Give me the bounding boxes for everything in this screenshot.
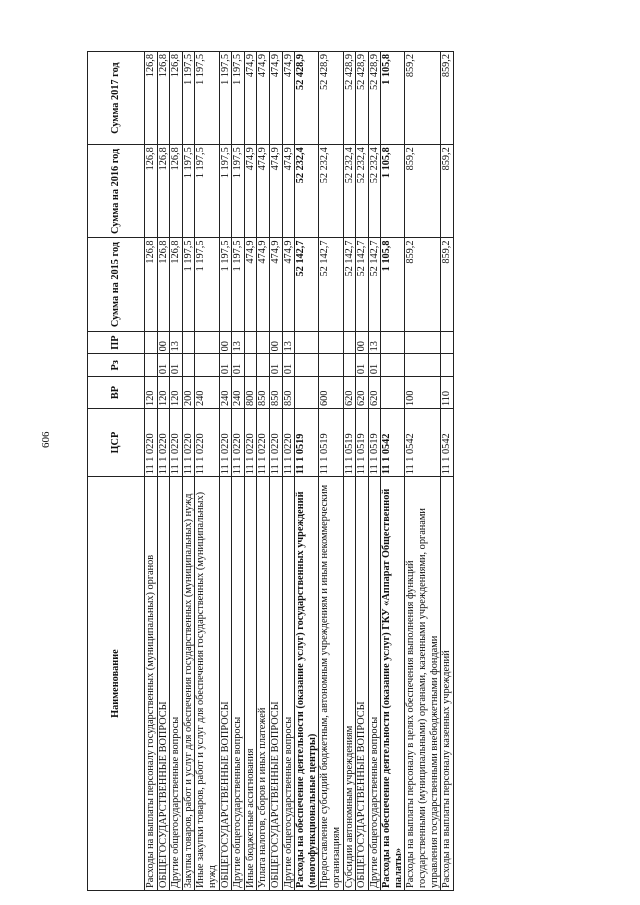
table-row [145,52,158,891]
row-vr: 100 [405,377,441,409]
row-vr: 120 [145,377,158,409]
row-rz: 01 [269,354,282,377]
row-pr [295,331,319,354]
row-sum-2016: 1 197,5 [182,145,195,238]
row-name: Предоставление субсидий бюджетным, автономным учреждениям и иным некоммерческим организациям [319,477,343,891]
row-vr: 120 [170,377,183,409]
row-name: Иные закупки товаров, работ и услуг для обеспечения государственных (муниципальных) нужд [195,477,219,891]
table-row [257,52,270,891]
row-sum-2015: 126,8 [157,238,170,331]
row-csr: 11 1 0220 [182,408,195,476]
row-vr: 850 [282,377,295,409]
row-name: Расходы на выплаты персоналу государственных (муниципальных) органов [145,477,158,891]
table-row [405,52,441,891]
row-name: Другие общегосударственные вопросы [232,477,245,891]
row-rz [381,354,405,377]
row-name: Уплата налогов, сборов и иных платежей [257,477,270,891]
row-sum-2016: 1 105,8 [381,145,405,238]
row-vr: 850 [257,377,270,409]
row-sum-2017: 474,9 [282,52,295,145]
budget-table-container [87,51,557,891]
row-sum-2016: 126,8 [145,145,158,238]
header-pr: ПР [88,331,145,354]
row-pr [244,331,257,354]
row-sum-2017: 52 428,9 [368,52,381,145]
row-pr [257,331,270,354]
row-sum-2015: 1 197,5 [182,238,195,331]
row-vr: 850 [269,377,282,409]
row-sum-2016: 126,8 [157,145,170,238]
row-sum-2017: 1 197,5 [182,52,195,145]
row-sum-2015: 474,9 [269,238,282,331]
row-name: Закупка товаров, работ и услуг для обеспечения государственных (муниципальных) нужд [182,477,195,891]
row-rz [182,354,195,377]
header-sum-2015: Сумма на 2015 год [88,238,145,331]
table-row [244,52,257,891]
row-sum-2015: 52 142,7 [343,238,356,331]
row-sum-2017: 474,9 [244,52,257,145]
row-name: Расходы на выплаты персоналу в целях обеспечения выполнения функций государственными (муниципальными) органами, казенными учреждениями, органами управления государственными внебюджетными фондами [405,477,441,891]
row-sum-2016: 1 197,5 [232,145,245,238]
row-rz [343,354,356,377]
row-name: Субсидии автономным учреждениям [343,477,356,891]
row-rz [195,354,219,377]
row-rz: 01 [157,354,170,377]
row-vr: 600 [319,377,343,409]
table-row [182,52,195,891]
row-csr: 11 1 0220 [282,408,295,476]
row-sum-2016: 1 197,5 [195,145,219,238]
row-sum-2015: 1 105,8 [381,238,405,331]
row-rz: 01 [170,354,183,377]
row-rz: 01 [356,354,369,377]
row-sum-2015: 474,9 [257,238,270,331]
row-sum-2015: 859,2 [441,238,454,331]
row-rz: 01 [368,354,381,377]
row-sum-2017: 52 428,9 [295,52,319,145]
table-body [145,52,454,891]
table-row [441,52,454,891]
row-sum-2015: 126,8 [170,238,183,331]
row-sum-2017: 1 197,5 [219,52,232,145]
page-number: 606 [40,431,52,448]
row-vr: 120 [157,377,170,409]
row-name: Расходы на обеспечение деятельности (оказание услуг) ГКУ «Аппарат Общественной палаты» [381,477,405,891]
row-pr [182,331,195,354]
row-sum-2016: 474,9 [269,145,282,238]
table-row [157,52,170,891]
row-sum-2015: 52 142,7 [368,238,381,331]
row-vr: 240 [195,377,219,409]
row-sum-2017: 474,9 [257,52,270,145]
row-sum-2017: 1 105,8 [381,52,405,145]
row-rz: 01 [282,354,295,377]
row-sum-2017: 52 428,9 [319,52,343,145]
row-vr: 200 [182,377,195,409]
row-name: Другие общегосударственные вопросы [368,477,381,891]
row-sum-2015: 474,9 [244,238,257,331]
row-name: Другие общегосударственные вопросы [282,477,295,891]
row-sum-2016: 859,2 [405,145,441,238]
row-csr: 11 1 0519 [319,408,343,476]
header-sum-2017: Сумма 2017 год [88,52,145,145]
row-name: Расходы на обеспечение деятельности (оказание услуг) государственных учреждений (многофункциональные центры) [295,477,319,891]
row-sum-2016: 474,9 [282,145,295,238]
row-csr: 11 1 0542 [381,408,405,476]
row-pr: 13 [232,331,245,354]
row-sum-2016: 474,9 [257,145,270,238]
row-csr: 11 1 0220 [219,408,232,476]
table-row [219,52,232,891]
row-sum-2017: 1 197,5 [232,52,245,145]
row-vr [295,377,319,409]
row-sum-2016: 859,2 [441,145,454,238]
row-pr: 00 [269,331,282,354]
row-vr: 800 [244,377,257,409]
row-name: ОБЩЕГОСУДАРСТВЕННЫЕ ВОПРОСЫ [157,477,170,891]
row-csr: 11 1 0220 [244,408,257,476]
row-csr: 11 1 0220 [232,408,245,476]
row-sum-2015: 52 142,7 [295,238,319,331]
row-vr: 240 [232,377,245,409]
row-sum-2017: 859,2 [405,52,441,145]
row-rz [257,354,270,377]
table-row [319,52,343,891]
table-row [170,52,183,891]
row-csr: 11 1 0542 [405,408,441,476]
table-row [368,52,381,891]
row-name: Расходы на выплаты персоналу казенных учреждений [441,477,454,891]
row-csr: 11 1 0220 [257,408,270,476]
row-pr: 00 [219,331,232,354]
row-rz [244,354,257,377]
row-csr: 11 1 0519 [295,408,319,476]
row-csr: 11 1 0220 [170,408,183,476]
header-csr: ЦСР [88,408,145,476]
row-rz: 01 [219,354,232,377]
row-vr: 620 [356,377,369,409]
row-name: Другие общегосударственные вопросы [170,477,183,891]
row-sum-2016: 52 232,4 [368,145,381,238]
header-rz: Рз [88,354,145,377]
table-row [282,52,295,891]
row-sum-2016: 1 197,5 [219,145,232,238]
row-sum-2017: 126,8 [170,52,183,145]
header-sum-2016: Сумма на 2016 год [88,145,145,238]
row-pr [405,331,441,354]
row-sum-2015: 474,9 [282,238,295,331]
header-name: Наименование [88,477,145,891]
row-sum-2017: 474,9 [269,52,282,145]
row-vr: 620 [368,377,381,409]
table-row [381,52,405,891]
row-pr: 00 [157,331,170,354]
header-vr: ВР [88,377,145,409]
row-rz: 01 [232,354,245,377]
row-rz [319,354,343,377]
row-vr [381,377,405,409]
table-row [232,52,245,891]
row-rz [145,354,158,377]
row-sum-2016: 52 232,4 [343,145,356,238]
row-sum-2015: 859,2 [405,238,441,331]
row-sum-2015: 1 197,5 [195,238,219,331]
row-sum-2017: 52 428,9 [356,52,369,145]
row-csr: 11 1 0542 [441,408,454,476]
row-pr: 13 [368,331,381,354]
row-rz [405,354,441,377]
row-sum-2017: 52 428,9 [343,52,356,145]
row-pr: 13 [282,331,295,354]
row-csr: 11 1 0220 [195,408,219,476]
row-vr: 240 [219,377,232,409]
row-name: Иные бюджетные ассигнования [244,477,257,891]
table-row [195,52,219,891]
budget-table [87,51,454,891]
row-sum-2015: 52 142,7 [356,238,369,331]
table-row [356,52,369,891]
row-sum-2015: 1 197,5 [219,238,232,331]
row-sum-2016: 52 232,4 [356,145,369,238]
row-sum-2015: 126,8 [145,238,158,331]
row-name: ОБЩЕГОСУДАРСТВЕННЫЕ ВОПРОСЫ [219,477,232,891]
table-row [269,52,282,891]
row-sum-2016: 52 232,4 [295,145,319,238]
row-csr: 11 1 0220 [145,408,158,476]
row-pr [319,331,343,354]
row-csr: 11 1 0220 [157,408,170,476]
row-pr [381,331,405,354]
row-sum-2017: 1 197,5 [195,52,219,145]
row-pr [195,331,219,354]
row-sum-2015: 1 197,5 [232,238,245,331]
row-vr: 110 [441,377,454,409]
row-pr [441,331,454,354]
row-csr: 11 1 0519 [343,408,356,476]
row-pr [343,331,356,354]
table-row [343,52,356,891]
row-csr: 11 1 0519 [368,408,381,476]
row-csr: 11 1 0519 [356,408,369,476]
row-sum-2016: 474,9 [244,145,257,238]
row-rz [441,354,454,377]
row-sum-2016: 126,8 [170,145,183,238]
row-sum-2017: 126,8 [157,52,170,145]
row-rz [295,354,319,377]
table-row [295,52,319,891]
row-name: ОБЩЕГОСУДАРСТВЕННЫЕ ВОПРОСЫ [356,477,369,891]
row-sum-2015: 52 142,7 [319,238,343,331]
row-sum-2017: 126,8 [145,52,158,145]
row-sum-2017: 859,2 [441,52,454,145]
row-csr: 11 1 0220 [269,408,282,476]
row-name: ОБЩЕГОСУДАРСТВЕННЫЕ ВОПРОСЫ [269,477,282,891]
row-vr: 620 [343,377,356,409]
table-header-row [88,52,145,891]
row-pr: 00 [356,331,369,354]
row-pr [145,331,158,354]
row-sum-2016: 52 232,4 [319,145,343,238]
row-pr: 13 [170,331,183,354]
